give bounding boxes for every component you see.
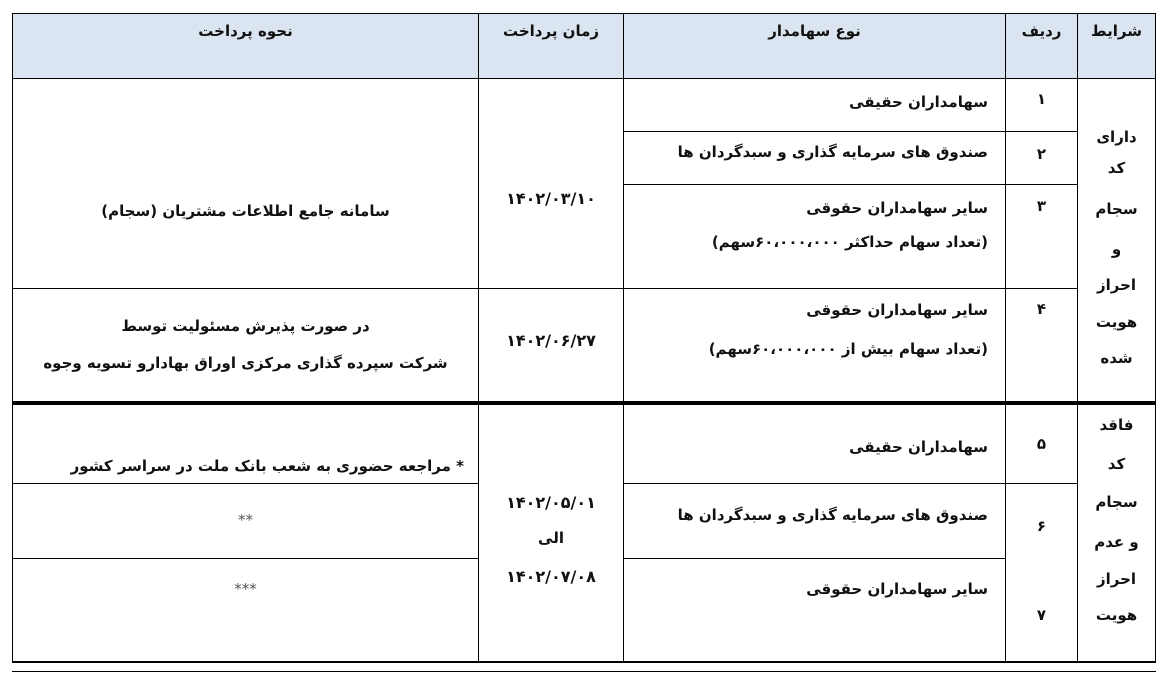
rule-row6: [624, 558, 1006, 559]
payment-time: ۱۴۰۲/۰۵/۰۱: [506, 493, 596, 512]
payment-time: ۱۴۰۲/۰۳/۱۰: [506, 189, 596, 208]
row-number: ۳: [1036, 197, 1047, 215]
row-number: ۷: [1036, 606, 1047, 624]
shareholder-type: سهامداران حقیقی: [849, 438, 988, 456]
condition-line: احراز: [1096, 570, 1137, 588]
vline-1: [12, 13, 13, 663]
shareholder-type: سایر سهامداران حقوقی: [806, 301, 988, 319]
rule-row3: [12, 288, 1078, 289]
rule-group-separator: [12, 401, 1156, 405]
shareholder-note: (تعداد سهام بیش از ۶۰،۰۰۰،۰۰۰سهم): [708, 340, 988, 358]
rule-row2: [624, 184, 1078, 185]
shareholder-type: سایر سهامداران حقوقی: [806, 199, 988, 217]
condition-line: و عدم: [1094, 533, 1139, 551]
row-number: ۵: [1036, 435, 1047, 453]
rule-row5: [624, 483, 1078, 484]
condition-line: فاقد: [1099, 416, 1134, 434]
condition-line: هویت: [1095, 313, 1138, 331]
payment-time: ۱۴۰۲/۰۷/۰۸: [506, 567, 596, 586]
payment-method: * مراجعه حضوری به شعب بانک ملت در سراسر کشور: [70, 457, 464, 475]
header-payment-method: نحوه پرداخت: [198, 22, 293, 40]
shareholder-type: صندوق های سرمایه گذاری و سبدگردان ها: [677, 143, 988, 161]
rule-row1: [624, 131, 1078, 132]
condition-line: سجام: [1095, 200, 1138, 218]
row-number: ۴: [1036, 300, 1047, 318]
condition-line: هویت: [1095, 606, 1138, 624]
shareholder-type: سایر سهامداران حقوقی: [806, 580, 988, 598]
header-row: ردیف: [1021, 22, 1062, 40]
row-number: ۱: [1036, 90, 1047, 108]
vline-4: [1005, 13, 1006, 663]
condition-line: دارای: [1096, 128, 1137, 146]
rule-top: [12, 13, 1156, 14]
condition-line: و: [1111, 240, 1122, 258]
condition-line: کد: [1107, 455, 1126, 473]
row-number: ۶: [1036, 517, 1047, 535]
header-conditions: شرایط: [1091, 22, 1142, 40]
payment-method: سامانه جامع اطلاعات مشتریان (سجام): [101, 202, 390, 220]
shareholder-type: سهامداران حقیقی: [849, 93, 988, 111]
payment-method: ***: [234, 580, 257, 598]
condition-line: احراز: [1096, 276, 1137, 294]
vline-6: [1155, 13, 1156, 663]
payment-method: در صورت پذیرش مسئولیت توسط: [121, 317, 370, 335]
condition-line: سجام: [1095, 493, 1138, 511]
header-payment-time: زمان پرداخت: [502, 22, 600, 40]
rule-method-2: [12, 558, 479, 559]
shareholder-note: (تعداد سهام حداکثر ۶۰،۰۰۰،۰۰۰سهم): [711, 233, 988, 251]
row-number: ۲: [1036, 145, 1047, 163]
payment-method: شرکت سپرده گذاری مرکزی اوراق بهادارو تسویه وجوه: [43, 354, 448, 372]
payment-time: ۱۴۰۲/۰۶/۲۷: [506, 331, 596, 350]
rule-method-1: [12, 483, 479, 484]
shareholder-type: صندوق های سرمایه گذاری و سبدگردان ها: [677, 506, 988, 524]
condition-line: شده: [1100, 349, 1133, 367]
payment-time: الی: [538, 529, 564, 547]
rule-bottom: [12, 661, 1156, 663]
rule-header-bottom: [12, 78, 1156, 79]
condition-line: کد: [1107, 159, 1126, 177]
vline-5: [1077, 13, 1078, 663]
header-shareholder-type: نوع سهامدار: [768, 22, 861, 40]
rule-bottom-2: [12, 671, 1156, 672]
payment-method: **: [238, 511, 253, 529]
